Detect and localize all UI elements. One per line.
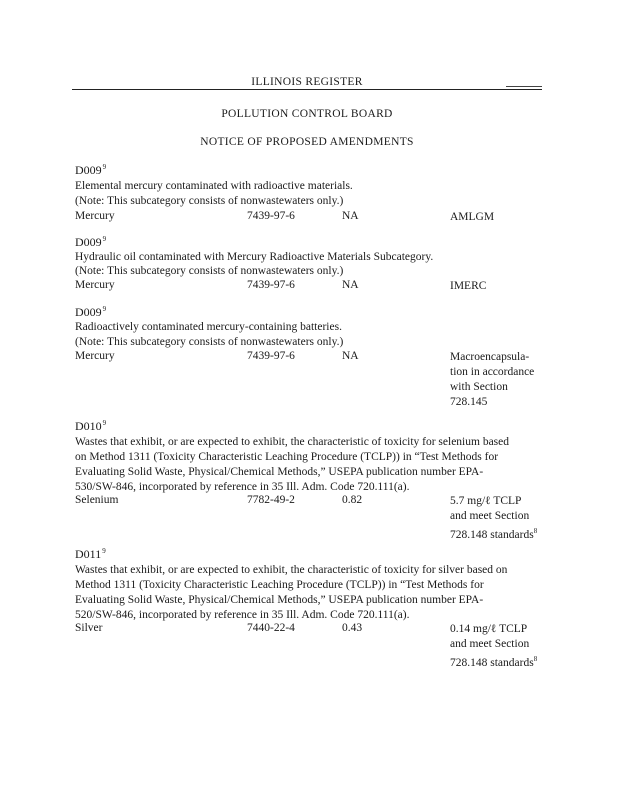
cas-number: 7440-22-4 [247,622,295,634]
waste-code: $D009^9$ [75,235,107,249]
constituent: Selenium [75,494,119,506]
waste-code: $D011^9$ [75,547,106,561]
table-row [75,350,545,408]
cas-number: 7439-97-6 [247,279,295,291]
header-rule [72,89,542,90]
register-title: ILLINOIS REGISTER [251,76,363,88]
waste-note: (Note: This subcategory consists of nonwastewaters only.) [75,195,344,207]
wastewater-standard: NA [342,279,359,291]
table-row [75,494,545,541]
wastewater-standard: NA [342,350,359,362]
table-row [75,622,545,669]
cas-number: 7439-97-6 [247,210,295,222]
waste-description: Hydraulic oil contaminated with Mercury Radioactive Materials Subcategory. [75,251,434,263]
nonwastewater-standard: IMERC [450,280,487,292]
waste-description: on Method 1311 (Toxicity Characteristic Leaching Procedure (TCLP)) in “Test Methods for [75,451,499,463]
nonwastewater-standard: 0.14 mg/ℓ TCLP and meet Section 728.148 standards$^8$ [450,623,538,669]
waste-description: 520/SW-846, incorporated by reference in 35 Ill. Adm. Code 720.111(a). [75,609,410,621]
constituent: Mercury [75,279,115,291]
cas-number: 7782-49-2 [247,494,295,506]
nonwastewater-standard: AMLGM [450,211,495,223]
header-rule-mark [506,86,542,87]
nonwastewater-standard: Macroencapsula- tion in accordance with Section 728.145 [450,351,535,408]
waste-code: $D009^9$ [75,163,107,177]
waste-note: (Note: This subcategory consists of nonwastewaters only.) [75,265,344,277]
waste-description: Radioactively contaminated mercury-containing batteries. [75,321,342,333]
constituent: Mercury [75,210,115,222]
waste-code: $D010^9$ [75,419,107,433]
wastewater-standard: 0.43 [342,622,363,634]
waste-description: 530/SW-846, incorporated by reference in 35 Ill. Adm. Code 720.111(a). [75,481,410,493]
table-row [75,279,545,293]
waste-description: Method 1311 (Toxicity Characteristic Leaching Procedure (TCLP)) in “Test Methods for [75,579,484,591]
constituent: Silver [75,622,103,634]
waste-description: Wastes that exhibit, or are expected to exhibit, the characteristic of toxicity for silver based on [75,564,508,576]
wastewater-standard: NA [342,210,359,222]
constituent: Mercury [75,350,115,362]
wastewater-standard: 0.82 [342,494,363,506]
notice-title: NOTICE OF PROPOSED AMENDMENTS [200,136,414,148]
waste-code: $D009^9$ [75,305,107,319]
waste-note: (Note: This subcategory consists of nonwastewaters only.) [75,336,344,348]
waste-description: Elemental mercury contaminated with radioactive materials. [75,180,353,192]
waste-description: Evaluating Solid Waste, Physical/Chemical Methods,” USEPA publication number EPA- [75,466,484,478]
nonwastewater-standard: 5.7 mg/ℓ TCLP and meet Section 728.148 standards$^8$ [450,495,538,541]
table-row [75,210,545,224]
waste-description: Wastes that exhibit, or are expected to exhibit, the characteristic of toxicity for selenium based [75,436,510,448]
board-title: POLLUTION CONTROL BOARD [221,108,393,120]
waste-description: Evaluating Solid Waste, Physical/Chemical Methods,” USEPA publication number EPA- [75,594,484,606]
cas-number: 7439-97-6 [247,350,295,362]
